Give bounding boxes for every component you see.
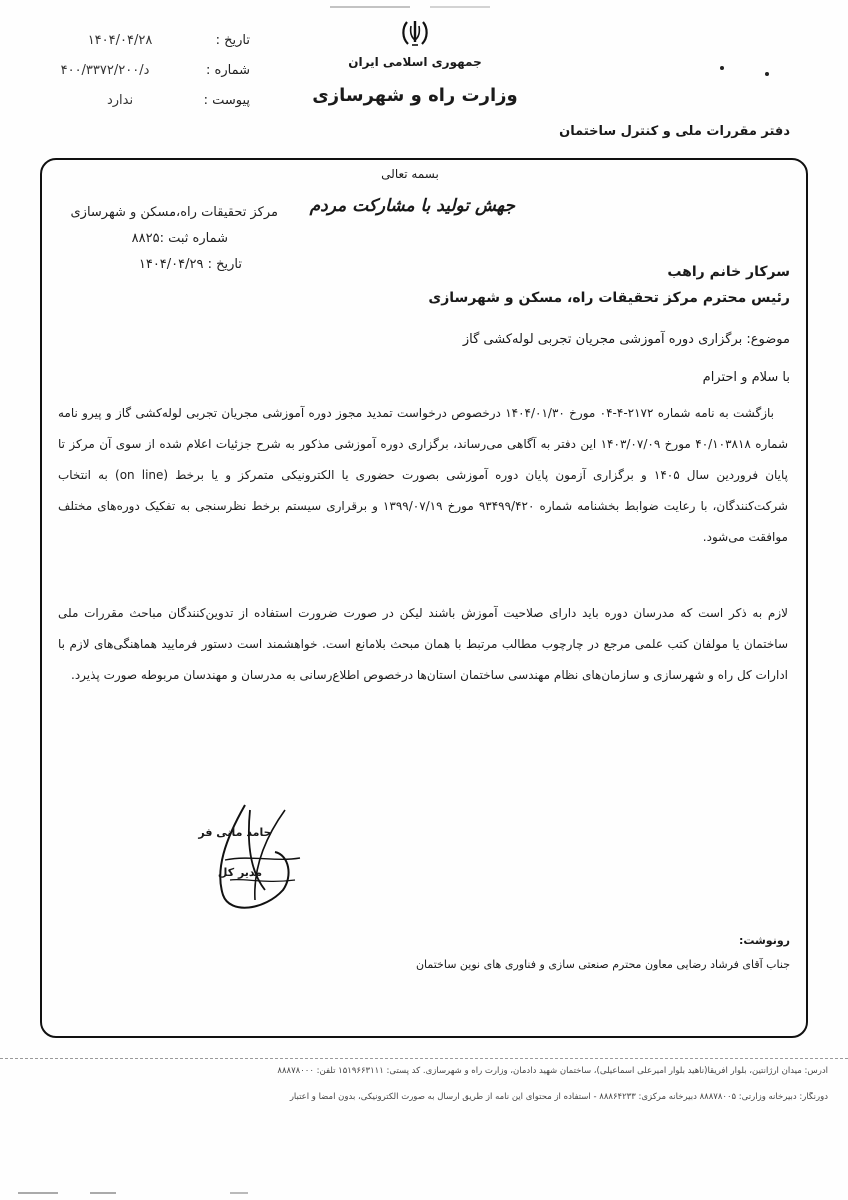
registration-org: مرکز تحقیقات راه،مسکن و شهرسازی xyxy=(70,205,278,220)
scan-mark xyxy=(18,1192,58,1194)
registration-number: شماره ثبت :۸۸۲۵ xyxy=(131,231,228,246)
number-value: ۴۰۰/۳۳۷۲/۲۰۰/د xyxy=(60,63,150,78)
attachment-value: ندارد xyxy=(106,93,134,108)
emblem-icon xyxy=(398,18,432,48)
date-value: ۱۴۰۴/۰۴/۲۸ xyxy=(87,33,153,48)
date-label: تاریخ : xyxy=(215,33,250,48)
scan-dot xyxy=(720,66,724,70)
ministry-title: وزارت راه و شهرسازی xyxy=(312,85,518,106)
footer-address: آدرس: میدان آرژانتین، بلوار آفریقا(ناهید بلوار امیرعلی اسماعیلی)، ساختمان شهید دادمان، وزارت راه و شهرسازی. کد پستی: ۱۵۱۹۶۶۳۱۱۱ تلفن: ۸۸۸۷۸۰۰۰ xyxy=(277,1066,828,1076)
cc-item: جناب آقای فرشاد رضایی معاون محترم صنعتی سازی و فناوری های نوین ساختمان xyxy=(415,958,790,971)
subject-line: موضوع: برگزاری دوره آموزشی مجریان تجربی لوله‌کشی گاز xyxy=(462,332,790,347)
signature-icon xyxy=(205,800,305,920)
footer-fax: دورنگار: دبیرخانه وزارتی: ۸۸۸۷۸۰۰۵ دبیرخانه مرکزی: ۸۸۸۶۴۲۳۳ - استفاده از محتوای این نامه از طریق ارسال به صورت الکترونیکی، بدون امضا و اعتبار xyxy=(289,1092,828,1102)
attachment-label: پیوست : xyxy=(203,93,250,108)
republic-title: جمهوری اسلامی ایران xyxy=(348,55,482,69)
recipient-title: رئیس محترم مرکز تحقیقات راه، مسکن و شهرسازی xyxy=(428,290,790,306)
cc-label: رونوشت: xyxy=(738,934,790,947)
scan-mark xyxy=(430,6,490,8)
footer-divider xyxy=(0,1058,848,1059)
scan-mark xyxy=(230,1192,248,1194)
scan-mark xyxy=(330,6,410,8)
slogan: جهش تولید با مشارکت مردم xyxy=(309,196,515,216)
signatory-title: مدیر کل xyxy=(217,866,263,879)
body-paragraph-2: لازم به ذکر است که مدرسان دوره باید دارای صلاحیت آموزش باشند لیکن در صورت ضرورت استفاده از تدوین‌کنندگان مباحث مقررات ملی ساختمان یا مولفان کتب علمی مرجع در چارچوب مطالب مرتبط با همان مبحث بلامانع است. خواهشمند است دستور فرمایید هماهنگی‌های لازم با ادارات کل راه و شهرسازی و سازمان‌های نظام مهندسی ساختمان استان‌ها درخصوص اطلاع‌رسانی به مدرسان و مهندسان مربوطه صورت پذیرد. xyxy=(58,606,788,682)
recipient-name: سرکار خانم راهب xyxy=(667,264,790,280)
office-title: دفتر مقررات ملی و کنترل ساختمان xyxy=(559,124,790,139)
registration-date: تاریخ : ۱۴۰۴/۰۴/۲۹ xyxy=(138,257,242,272)
greeting: با سلام و احترام xyxy=(702,370,790,385)
scan-dot xyxy=(765,72,769,76)
body-paragraph-1: بازگشت به نامه شماره ۲۱۷۲-۴-۰۴ مورخ ۱۴۰۴/۰۱/۳۰ درخصوص درخواست تمدید مجوز دوره آموزشی مجریان تجربی لوله‌کشی گاز و پیرو نامه شماره ۴۰/۱۰۳۸۱۸ مورخ ۱۴۰۳/۰۷/۰۹ این دفتر به آگاهی می‌رساند، برگزاری دوره آموزشی مذکور به شرح جزئیات اعلام شده از سوی آن مرکز تا پایان فروردین سال ۱۴۰۵ و برگزاری آزمون پایان دوره آموزشی بصورت حضوری یا الکترونیکی متمرکز و یا برخط (on line) به انتخاب شرکت‌کنندگان، با رعایت ضوابط بخشنامه شماره ۹۳۴۹۹/۴۲۰ مورخ ۱۳۹۹/۰۷/۱۹ و برقراری سیستم برخط نظرسنجی به تفکیک دوره‌های مختلف موافقت می‌شود. xyxy=(58,406,789,544)
number-label: شماره : xyxy=(206,63,250,78)
signatory-name: حامد مانی فر xyxy=(198,826,272,839)
scan-mark xyxy=(90,1192,116,1194)
bismillah: بسمه تعالی xyxy=(381,167,439,181)
